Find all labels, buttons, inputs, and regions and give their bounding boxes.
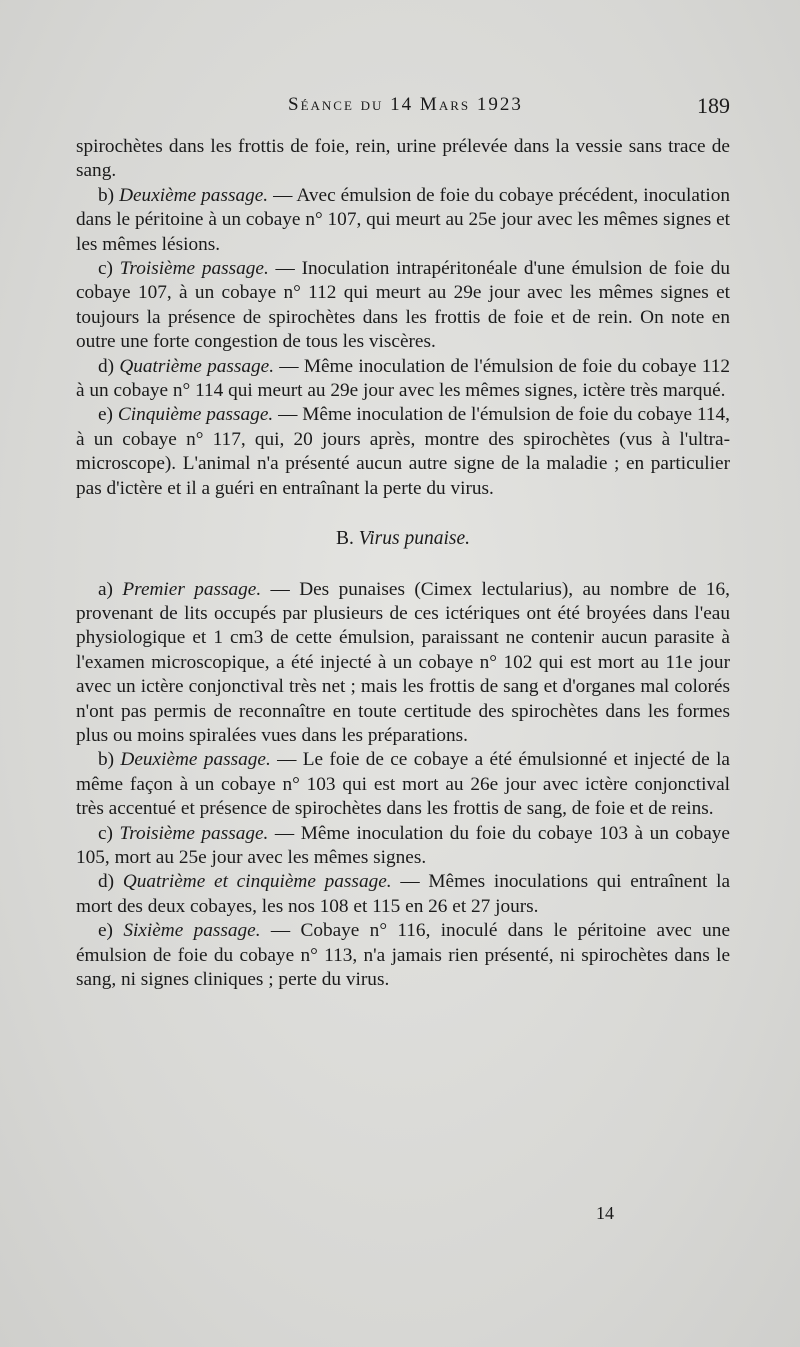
paragraph-label: d) — [98, 355, 115, 377]
paragraph — [76, 870, 730, 919]
paragraph-text: — Même inoculation de l'émulsion de foie du cobaye 112 à un cobaye n° 114 qui meurt au 29e jour avec les mêmes signes, ictère très marqué. — [76, 355, 730, 402]
paragraph-title: Deuxième passage. — [119, 184, 269, 206]
paragraph-text: — Le foie de ce cobaye a été émulsionné et injecté de la même façon à un cobaye n° 103 qui est mort au 26e jour avec ictère conjonctival très accentué et présence de spirochètes dans les frottis de sang, de foie et de reins. — [76, 749, 730, 820]
paragraph-label: a) — [98, 578, 113, 600]
paragraph-title: Sixième passage. — [123, 920, 261, 942]
paragraph-label: b) — [98, 749, 115, 771]
paragraph-label: c) — [98, 822, 113, 844]
signature-mark: 14 — [596, 1203, 614, 1223]
paragraph — [76, 919, 730, 992]
paragraph-title: Deuxième passage. — [120, 749, 271, 771]
paragraph-text: — Même inoculation du foie du cobaye 103 à un cobaye 105, mort au 25e jour avec les mêmes signes. — [76, 822, 730, 868]
paragraph-text: spirochètes dans les frottis de foie, rein, urine prélevée dans la vessie sans trace de sang. — [76, 136, 730, 182]
paragraph-text: — Avec émulsion de foie du cobaye précédent, inoculation dans le péritoine à un cobaye n° 107, qui meurt au 25e jour avec les mêmes signes et les mêmes lésions. — [76, 184, 730, 255]
paragraph-text: — Des punaises (Cimex lectularius), au nombre de 16, provenant de lits occupés par plusieurs de ces ictériques ont été broyées dans l'eau physiologique et 1 cm3 de cette émulsion, paraissant ne contenir aucun parasite à l'examen microscopique, a été injecté à un cobaye n° 102 qui est mort au 11e jour avec un ictère conjonctival très net ; mais les frottis de sang et d'organes mal colorés n'ont pas permis de reconnaître en toute certitude des spirochètes dans les formes plus ou moins spiralées vues dans les préparations. — [76, 578, 731, 746]
paragraph — [76, 135, 730, 184]
running-head: Séance du 14 Mars 1923 — [288, 94, 523, 115]
paragraph-label: b) — [98, 184, 115, 206]
paragraph — [76, 578, 730, 749]
paragraph — [76, 355, 730, 404]
paragraph-title: Premier passage. — [122, 578, 262, 600]
paragraph-label: c) — [98, 258, 113, 280]
section-heading — [76, 527, 730, 551]
section-title: Virus punaise. — [358, 528, 470, 550]
paragraph-title: Troisième passage. — [119, 822, 269, 844]
paragraph — [76, 184, 730, 257]
paragraph-label: e) — [98, 920, 113, 942]
paragraph — [76, 257, 730, 355]
paragraph-label: e) — [98, 404, 113, 426]
paragraph-label: d) — [98, 871, 115, 893]
paragraph-title: Troisième passage. — [119, 258, 269, 280]
paragraph-text: — Inoculation intrapéritonéale d'une émulsion de foie du cobaye 107, à un cobaye n° 112 qui meurt au 29e jour avec les mêmes signes et toujours la présence de spirochètes dans les frottis de foie et de rein. On note en outre une forte congestion de tous les viscères. — [76, 258, 730, 353]
paragraph — [76, 748, 730, 821]
paragraph-text: — Cobaye n° 116, inoculé dans le péritoine avec une émulsion de foie du cobaye n° 113, n'a jamais rien présenté, ni spirochètes dans le sang, ni signes cliniques ; perte du virus. — [76, 920, 730, 990]
paragraph-title: Cinquième passage. — [117, 404, 274, 426]
paragraph — [76, 822, 730, 871]
paragraph-title: Quatrième passage. — [119, 355, 275, 377]
page-header — [76, 94, 730, 124]
paragraph-title: Quatrième et cinquième passage. — [122, 871, 392, 893]
paragraph — [76, 403, 730, 501]
page-number: 189 — [697, 93, 730, 118]
section-label: B. — [336, 528, 354, 550]
paragraph-text: — Même inoculation de l'émulsion de foie du cobaye 114, à un cobaye n° 117, qui, 20 jours après, montre des spirochètes (vus à l'ultra-microscope). L'animal n'a présenté aucun autre signe de la maladie ; en particulier pas d'ictère et il a guéri en entraînant la perte du virus. — [76, 404, 730, 499]
paragraph-text: — Mêmes inoculations qui entraînent la mort des deux cobayes, les nos 108 et 115 en 26 et 27 jours. — [76, 871, 730, 917]
page-body — [76, 135, 730, 992]
